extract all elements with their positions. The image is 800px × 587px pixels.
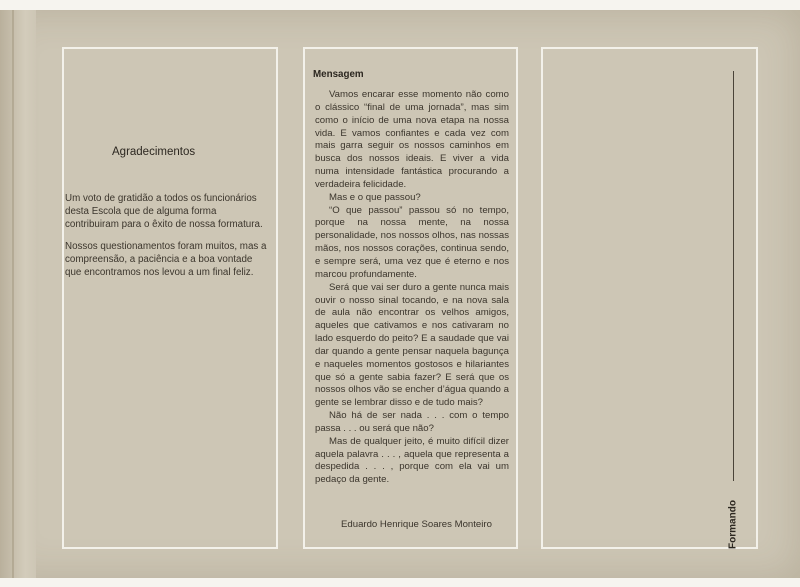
message-paragraph: Será que vai ser duro a gente nunca mais ouvir o nosso sinal tocando, e na nova sala de aula não encontrar os velhos amigos, aqueles que cativamos e nos cativaram no lado esquerdo do peito? E a saudade que vai dar quando a gente pensar naquela bagunça e naqueles momentos gostosos e hilariantes que só a gente sabia fazer? E será que os nossos olhos vão se encher d’água quando a gente se lembrar disso e de tudo mais? xyxy=(315,281,509,409)
booklet-page xyxy=(0,10,800,578)
message-paragraph: Vamos encarar esse momento não como o clássico “final de uma jornada”, mas sim como o início de uma nova etapa na nossa vida. E vamos confiantes e cada vez com mais garra seguir os nossos caminhos em busca dos nossos ideais. E viver a vida numa intensidade fantástica procurando a verdadeira felicidade. xyxy=(315,89,509,190)
binding-fold xyxy=(0,10,36,578)
signature-line xyxy=(733,71,734,481)
acknowledgements-paragraph: Nossos questionamentos foram muitos, mas a compreensão, a paciência e a boa vontade que encontramos nos levou a um final feliz. xyxy=(65,240,267,279)
message-panel xyxy=(303,47,518,549)
message-paragraph: Mas e o que passou? xyxy=(329,191,421,203)
acknowledgements-paragraph: Um voto de gratidão a todos os funcionários desta Escola que de alguma forma contribuiram para o êxito de nossa formatura. xyxy=(65,193,263,231)
acknowledgements-title: Agradecimentos xyxy=(112,146,196,158)
message-paragraph: Não há de ser nada . . . com o tempo passa . . . ou será que não? xyxy=(315,410,509,434)
message-title: Mensagem xyxy=(313,69,364,80)
message-paragraph: Mas de qualquer jeito, é muito difícil dizer aquela palavra . . . , aquela que representa a despedida . . . , porque com ela vai um pedaço da gente. xyxy=(315,435,509,486)
graduate-label: Formando xyxy=(727,500,739,549)
graduate-panel xyxy=(541,47,758,549)
acknowledgements-text xyxy=(64,192,269,287)
message-text xyxy=(315,89,509,487)
message-paragraph: “O que passou” passou só no tempo, porque na nossa mente, na nossa personalidade, nos nossos olhos, nas nossas mãos, nos nossos corações, continua sendo, e sempre será, uma vez que é eterno e nos marcou profundamente. xyxy=(315,204,509,280)
acknowledgements-panel xyxy=(62,47,278,549)
message-signature: Eduardo Henrique Soares Monteiro xyxy=(341,519,492,530)
